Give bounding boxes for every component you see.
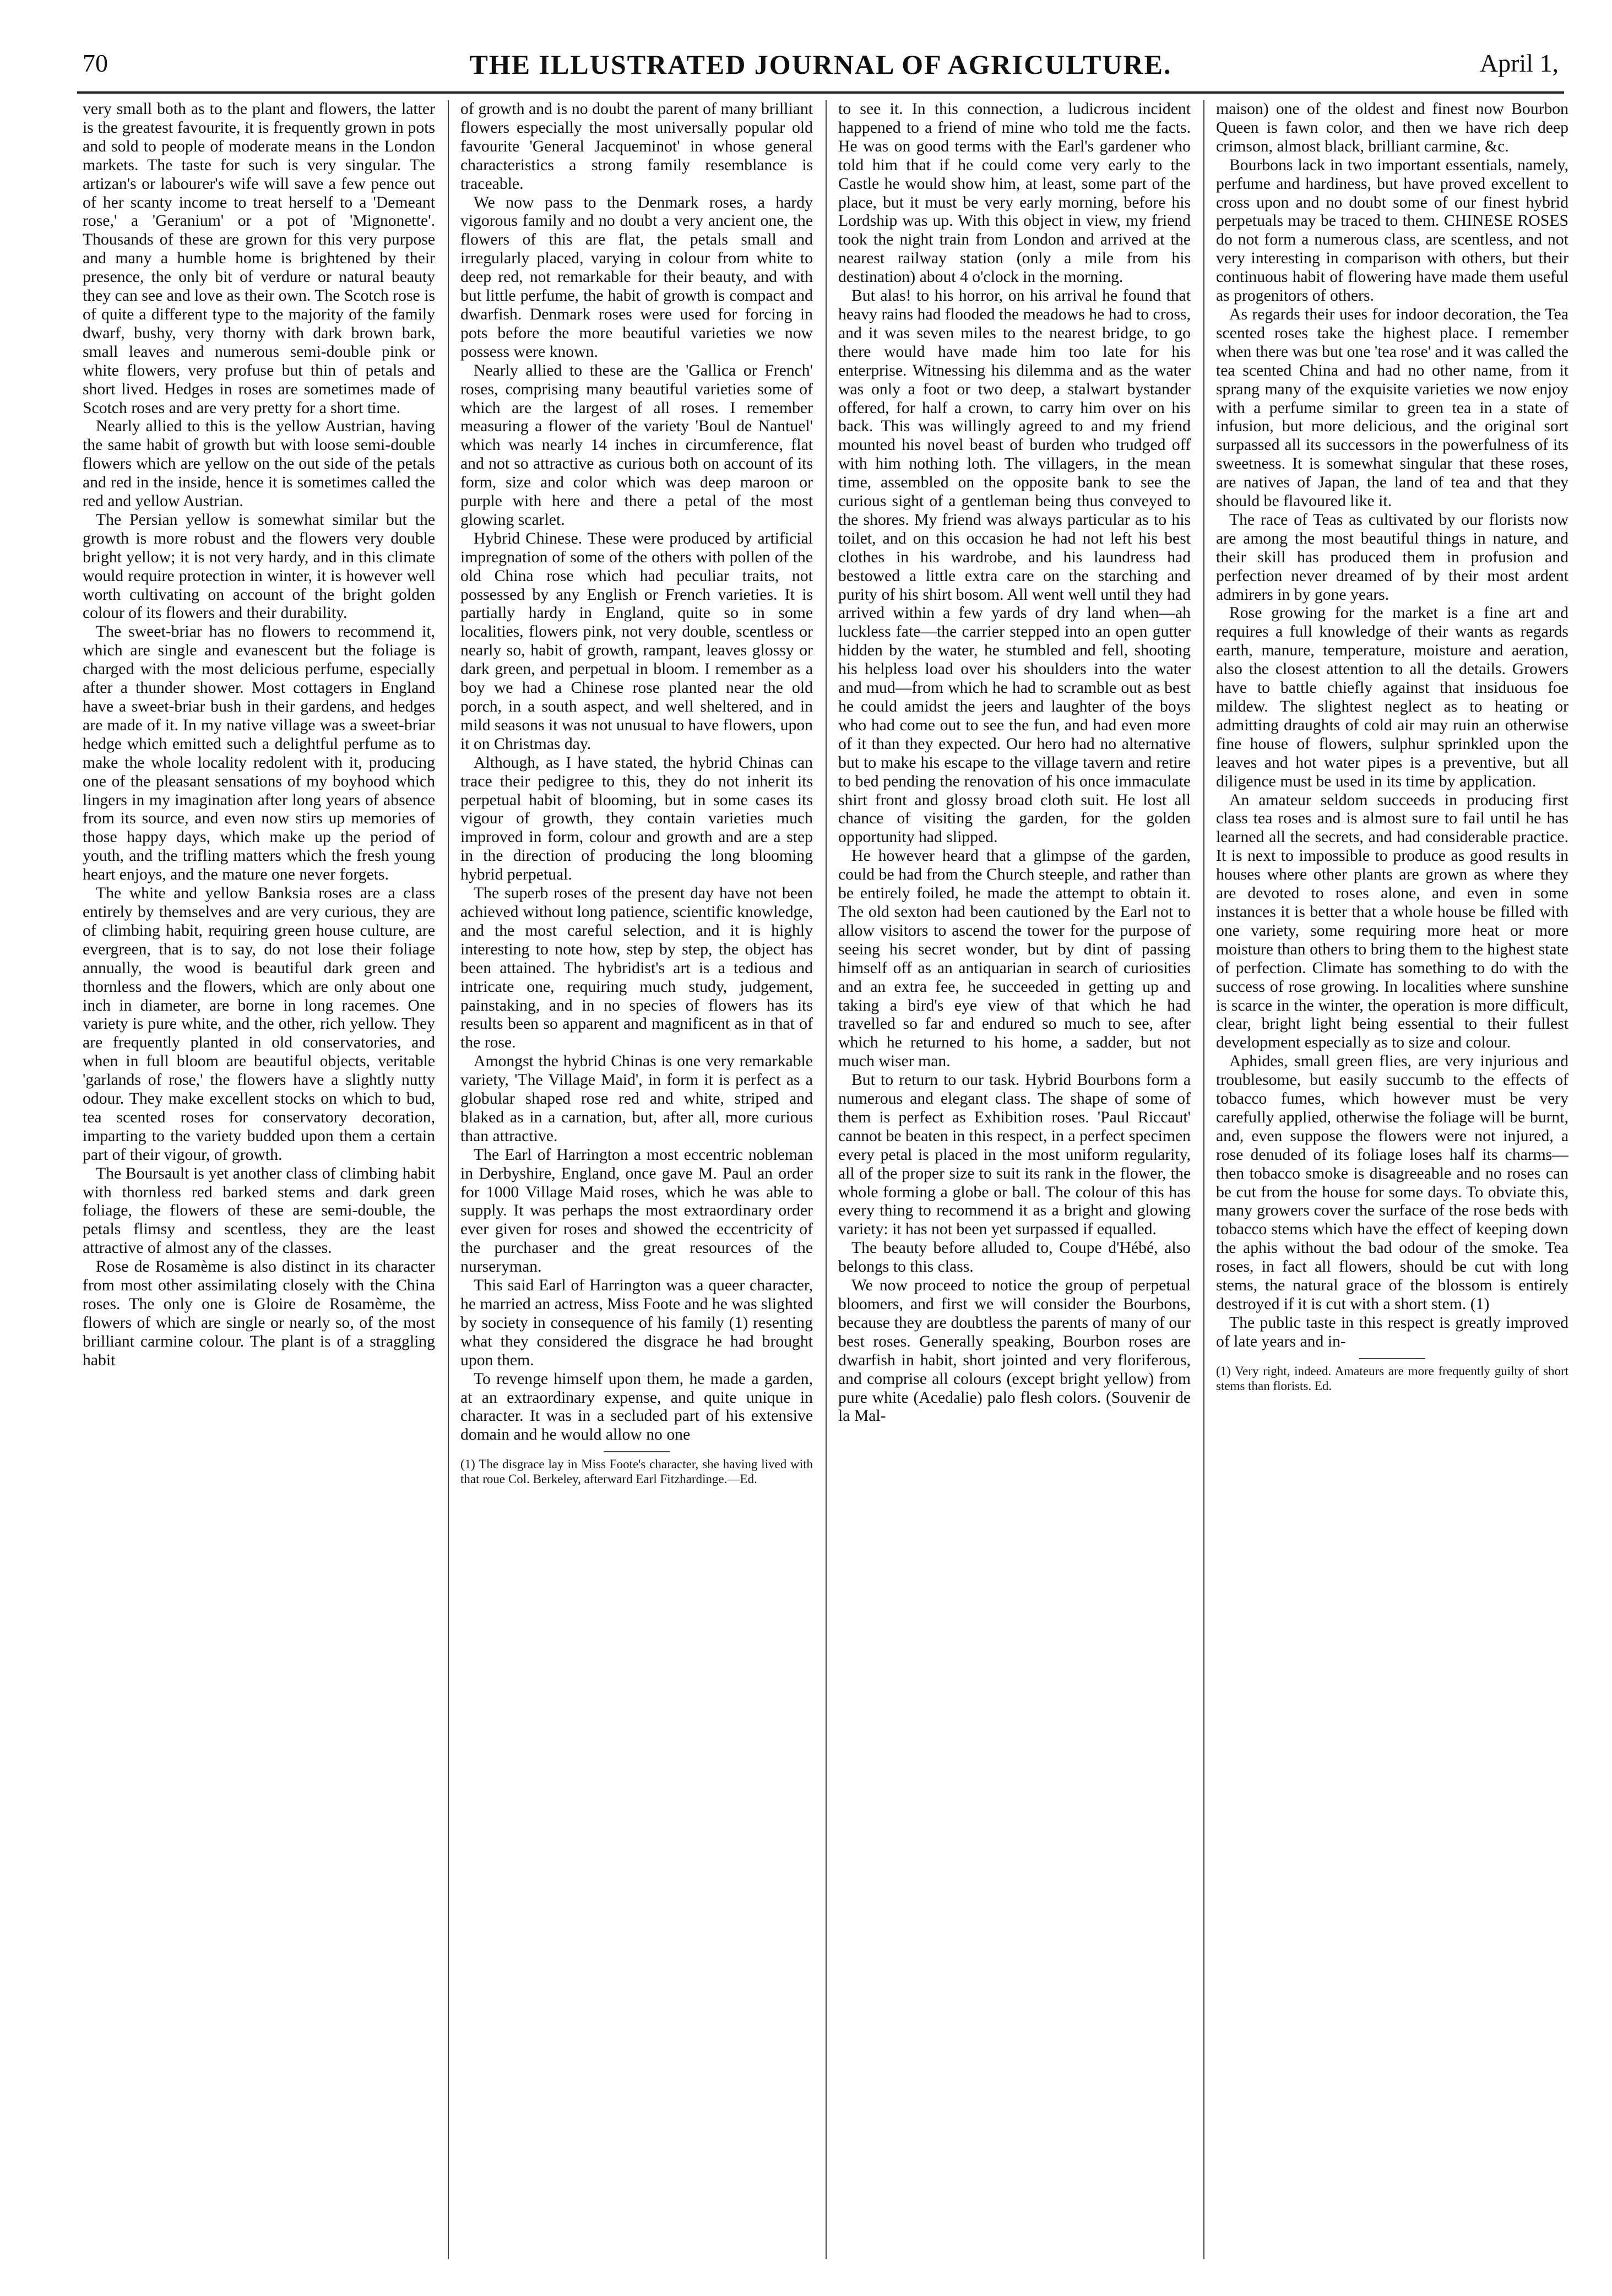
paragraph: Aphides, small green flies, are very injurious and troublesome, but easily succumb to the effects of tobacco fumes, which however must be very carefully applied, otherwise the foliage will be burnt, and, even suppose the flowers were not injured, a rose denuded of its foliage loses half its charms—then tobacco smoke is disagreeable and no roses can be cut from the house for some days. To obviate this, many growers cover the surface of the rose beds with tobacco stems which have the effect of keeping down the aphis without the bad odour of the smoke. Tea roses, in fact all flowers, should be cut with long stems, the natural grace of the blossom is entirely destroyed if it is cut with a short stem. (1) [1216,1052,1568,1313]
paragraph: But alas! to his horror, on his arrival he found that heavy rains had flooded the meadows he had to cross, and it was seven miles to the nearest bridge, to go there would have made him too late for his enterprise. Witnessing his dilemma and as the water was only a foot or two deep, a stalwart bystander offered, for half a crown, to carry him over on his back. This was willingly agreed to and my friend mounted his novel beast of burden who trudged off with him nothing loth. The villagers, in the mean time, assembled on the opposite bank to see the curious sight of a gentleman being thus conveyed to the shores. My friend was always particular as to his toilet, and on this occasion he had not left his best clothes in his wardrobe, and his laundress had bestowed a little extra care on the starching and purity of his shirt bosom. All went well until they had arrived within a few yards of dry land when—ah luckless fate—the carrier stepped into an open gutter hidden by the water, he stumbled and fell, shooting his helpless load over his shoulders into the water and mud—from which he had to scramble out as best he could amidst the jeers and laughter of the boys who had come out to see the fun, and had even more of it than they expected. Our hero had no alternative but to make his escape to the village tavern and retire to bed pending the renovation of his once immaculate shirt front and glossy broad cloth suit. He lost all chance of visiting the garden, for the golden opportunity had slipped. [838,287,1191,846]
paragraph: But to return to our task. Hybrid Bourbons form a numerous and elegant class. The shape of some of them is perfect as Exhibition roses. 'Paul Riccaut' cannot be beaten in this respect, in a perfect specimen every petal is placed in the most uniform regularity, all of the proper size to suit its rank in the flower, the whole forming a globe or ball. The colour of this has every thing to recommend it as a bright and glowing variety: it has not been yet surpassed if equalled. [838,1071,1191,1239]
page-number: 70 [83,49,108,77]
paragraph: maison) one of the oldest and finest now Bourbon Queen is fawn color, and then we have rich deep crimson, almost black, brilliant carmine, &c. [1216,100,1568,155]
paragraph: Amongst the hybrid Chinas is one very remarkable variety, 'The Village Maid', in form it is perfect as a globular shaped rose red and white, striped and blaked as in a carnation, but, after all, more curious than attractive. [460,1052,813,1145]
text-column-2 [460,100,813,2259]
paragraph: Although, as I have stated, the hybrid Chinas can trace their pedigree to this, they do not inherit its perpetual habit of blooming, but in some cases its vigour of growth, they contain varieties much improved in form, colour and growth and are a step in the direction of producing the long blooming hybrid perpetual. [460,753,813,884]
paragraph: The sweet-briar has no flowers to recommend it, which are single and evanescent but the foliage is charged with the most delicious perfume, especially after a thunder shower. Most cottagers in England have a sweet-briar bush in their gardens, and hedges are made of it. In my native village was a sweet-briar hedge which emitted such a delightful perfume as to make the whole locality redolent with it, producing one of the pleasant sensations of my boyhood which lingers in my imagination after long years of absence from its source, and even now stirs up memories of those happy days, which make up the period of youth, and the trifling matters which the fresh young heart enjoys, and the mature one never forgets. [83,623,435,884]
paragraph: The race of Teas as cultivated by our florists now are among the most beautiful things in nature, and their skill has produced them in profusion and perfection never dreamed of by their most ardent admirers in by gone years. [1216,511,1568,604]
paragraph: Bourbons lack in two important essentials, namely, perfume and hardiness, but have proved excellent to cross upon and no doubt some of our finest hybrid perpetuals may be traced to them. CHINESE ROSES do not form a numerous class, are scentless, and not very interesting in comparison with others, but their continuous habit of flowering have made them useful as progenitors of others. [1216,156,1568,305]
text-column-4 [1216,100,1568,2259]
paragraph: Rose de Rosamème is also distinct in its character from most other assimilating closely with the China roses. The only one is Gloire de Rosamème, the flowers of which are single or nearly so, of the most brilliant carmine colour. The plant is of a straggling habit [83,1258,435,1369]
paragraph: The public taste in this respect is greatly improved of late years and in- [1216,1313,1568,1350]
header-rule [77,91,1564,94]
footnote-rule [1359,1358,1425,1359]
paragraph: Rose growing for the market is a fine art and requires a full knowledge of their wants as regards earth, manure, temperature, moisture and aeration, also the closest attention to all the details. Growers have to battle chiefly against that insiduous foe mildew. The slightest neglect as to heating or admitting draughts of cold air may ruin an otherwise fine house of flowers, sulphur sprinkled upon the leaves and hot water pipes is a preventive, but all diligence must be used in its time by application. [1216,604,1568,790]
paragraph: very small both as to the plant and flowers, the latter is the greatest favourite, it is frequently grown in pots and sold to people of moderate means in the London markets. The taste for such is very singular. The artizan's or labourer's wife will save a few pence out of her scanty income to treat herself to a 'Demeant rose,' a 'Geranium' or a pot of 'Mignonette'. Thousands of these are grown for this very purpose and many a humble home is brightened by their presence, the only bit of verdure or natural beauty they can see and love as their own. The Scotch rose is of quite a different type to the majority of the family dwarf, bushy, very thorny with dark brown bark, small leaves and numerous semi-double pink or white flowers, very profuse but thin of petals and short lived. Hedges in roses are sometimes made of Scotch roses and are very pretty for a short time. [83,100,435,417]
paragraph: An amateur seldom succeeds in producing first class tea roses and is almost sure to fail until he has learned all the secrets, and had considerable practice. It is next to impossible to produce as good results in houses where other plants are grown as where they are devoted to roses alone, and even in some instances it is better that a whole house be filled with one variety, some requiring more heat or more moisture than others to bring them to the highest state of perfection. Climate has something to do with the success of rose growing. In localities where sunshine is scarce in the winter, the operation is more difficult, clear, bright light being essential to their fullest development especially as to size and colour. [1216,791,1568,1052]
column-divider [826,100,827,2259]
paragraph: Nearly allied to these are the 'Gallica or French' roses, comprising many beautiful varieties some of which are the largest of all roses. I remember measuring a flower of the variety 'Boul de Nantuel' which was nearly 14 inches in circumference, flat and not so attractive as curious both on account of its form, size and color which was deep maroon or purple with here and there a petal of the most glowing scarlet. [460,361,813,529]
footnote: (1) Very right, indeed. Amateurs are more frequently guilty of short stems than florists. Ed. [1216,1364,1568,1393]
paragraph: Nearly allied to this is the yellow Austrian, having the same habit of growth but with loose semi-double flowers which are yellow on the out side of the petals and red in the inside, hence it is sometimes called the red and yellow Austrian. [83,417,435,511]
paragraph: of growth and is no doubt the parent of many brilliant flowers especially the most universally popular old favourite 'General Jacqueminot' in whose general characteristics a strong family resemblance is traceable. [460,100,813,193]
paragraph: The Earl of Harrington a most eccentric nobleman in Derbyshire, England, once gave M. Paul an order for 1000 Village Maid roses, which he was able to supply. It was perhaps the most extraordinary order ever given for roses and showed the eccentricity of the purchaser and the great resources of the nurseryman. [460,1146,813,1276]
journal-title: THE ILLUSTRATED JOURNAL OF AGRICULTURE. [469,49,1172,80]
paragraph: As regards their uses for indoor decoration, the Tea scented roses take the highest place. I remember when there was but one 'tea rose' and it was called the tea scented China and had no other name, from it sprang many of the exquisite varieties we now enjoy with a perfume similar to green tea in a state of infusion, but more delicious, and the original sort surpassed all its successors in the powerfulness of its sweetness. It is somewhat singular that these roses, are natives of Japan, the land of tea and that they should be flavoured like it. [1216,305,1568,511]
paragraph: The white and yellow Banksia roses are a class entirely by themselves and are very curious, they are of climbing habit, requiring green house culture, are evergreen, that is to say, do not lose their foliage annually, the wood is beautiful dark green and thornless and the flowers, which are only about one inch in diameter, are borne in long racemes. One variety is pure white, and the other, rich yellow. They are frequently planted in old conservatories, and when in full bloom are beautiful objects, veritable 'garlands of rose,' the flowers have a slightly nutty odour. They make excellent stocks on which to bud, tea scented roses for conservatory decoration, imparting to the variety budded upon them a certain part of their vigour, of growth. [83,884,435,1164]
text-column-3 [838,100,1191,2259]
paragraph: Hybrid Chinese. These were produced by artificial impregnation of some of the others with pollen of the old China rose which had peculiar traits, not possessed by any English or French varieties. It is partially hardy in England, quite so in some localities, flowers pink, not very double, scentless or nearly so, habit of growth, rampant, leaves glossy or dark green, and perpetual in bloom. I remember as a boy we had a Chinese rose planted near the old porch, in a south aspect, and well sheltered, and in mild seasons it was not unusual to have flowers, upon it on Christmas day. [460,529,813,753]
paragraph: He however heard that a glimpse of the garden, could be had from the Church steeple, and rather than be entirely foiled, he made the attempt to obtain it. The old sexton had been cautioned by the Earl not to allow visitors to ascend the tower for the purpose of seeing his secret wonder, but by dint of passing himself off as an antiquarian in search of curiosities and an extra fee, he succeeded in getting up and taking a bird's eye view of that which he had travelled so far and endured so much to see, after which he returned to his home, a sadder, but not much wiser man. [838,847,1191,1071]
paragraph: To revenge himself upon them, he made a garden, at an extraordinary expense, and quite unique in character. It was in a secluded part of his extensive domain and he would allow no one [460,1370,813,1444]
column-divider [1203,100,1204,2259]
footnote: (1) The disgrace lay in Miss Foote's character, she having lived with that roue Col. Berkeley, afterward Earl Fitzhardinge.—Ed. [460,1457,813,1486]
paragraph: The Persian yellow is somewhat similar but the growth is more robust and the flowers very double bright yellow; it is not very hardy, and in this climate would require protection in winter, it is however well worth cultivating on account of the bright golden colour of its flowers and their durability. [83,511,435,622]
paragraph: The beauty before alluded to, Coupe d'Hébé, also belongs to this class. [838,1239,1191,1276]
page-header [77,48,1564,93]
paragraph: The superb roses of the present day have not been achieved without long patience, scientific knowledge, and the most careful selection, and it is highly interesting to note how, step by step, the object has been attained. The hybridist's art is a tedious and intricate one, requiring much study, judgement, painstaking, and in no species of flowers has its results been so apparent and magnificent as in that of the rose. [460,884,813,1052]
paragraph: to see it. In this connection, a ludicrous incident happened to a friend of mine who told me the facts. He was on good terms with the Earl's gardener who told him that if he could come very early to the Castle he would show him, at least, some part of the place, but it must be very early morning, before his Lordship was up. With this object in view, my friend took the night train from London and arrived at the nearest railway station (only a mile from his destination) about 4 o'clock in the morning. [838,100,1191,286]
issue-date: April 1, [1479,49,1559,77]
paragraph: We now pass to the Denmark roses, a hardy vigorous family and no doubt a very ancient one, the flowers of this are flat, the petals small and irregularly placed, varying in colour from white to deep red, not remarkable for their beauty, and with but little perfume, the habit of growth is compact and dwarfish. Denmark roses were used for forcing in pots before the more beautiful varieties we now possess were known. [460,193,813,361]
paragraph: This said Earl of Harrington was a queer character, he married an actress, Miss Foote and he was slighted by society in consequence of his family (1) resenting what they considered the disgrace he had brought upon them. [460,1277,813,1369]
column-divider [448,100,449,2259]
text-column-1 [83,100,435,2259]
paragraph: The Boursault is yet another class of climbing habit with thornless red barked stems and dark green foliage, the flowers of these are semi-double, the petals flimsy and scentless, they are the least attractive of almost any of the classes. [83,1164,435,1257]
paragraph: We now proceed to notice the group of perpetual bloomers, and first we will consider the Bourbons, because they are doubtless the parents of many of our best roses. Generally speaking, Bourbon roses are dwarfish in habit, short jointed and very floriferous, and comprise all colours (except bright yellow) from pure white (Acedalie) palo flesh colors. (Souvenir de la Mal- [838,1277,1191,1425]
footnote-rule [604,1451,670,1452]
article-columns [83,100,1568,2259]
